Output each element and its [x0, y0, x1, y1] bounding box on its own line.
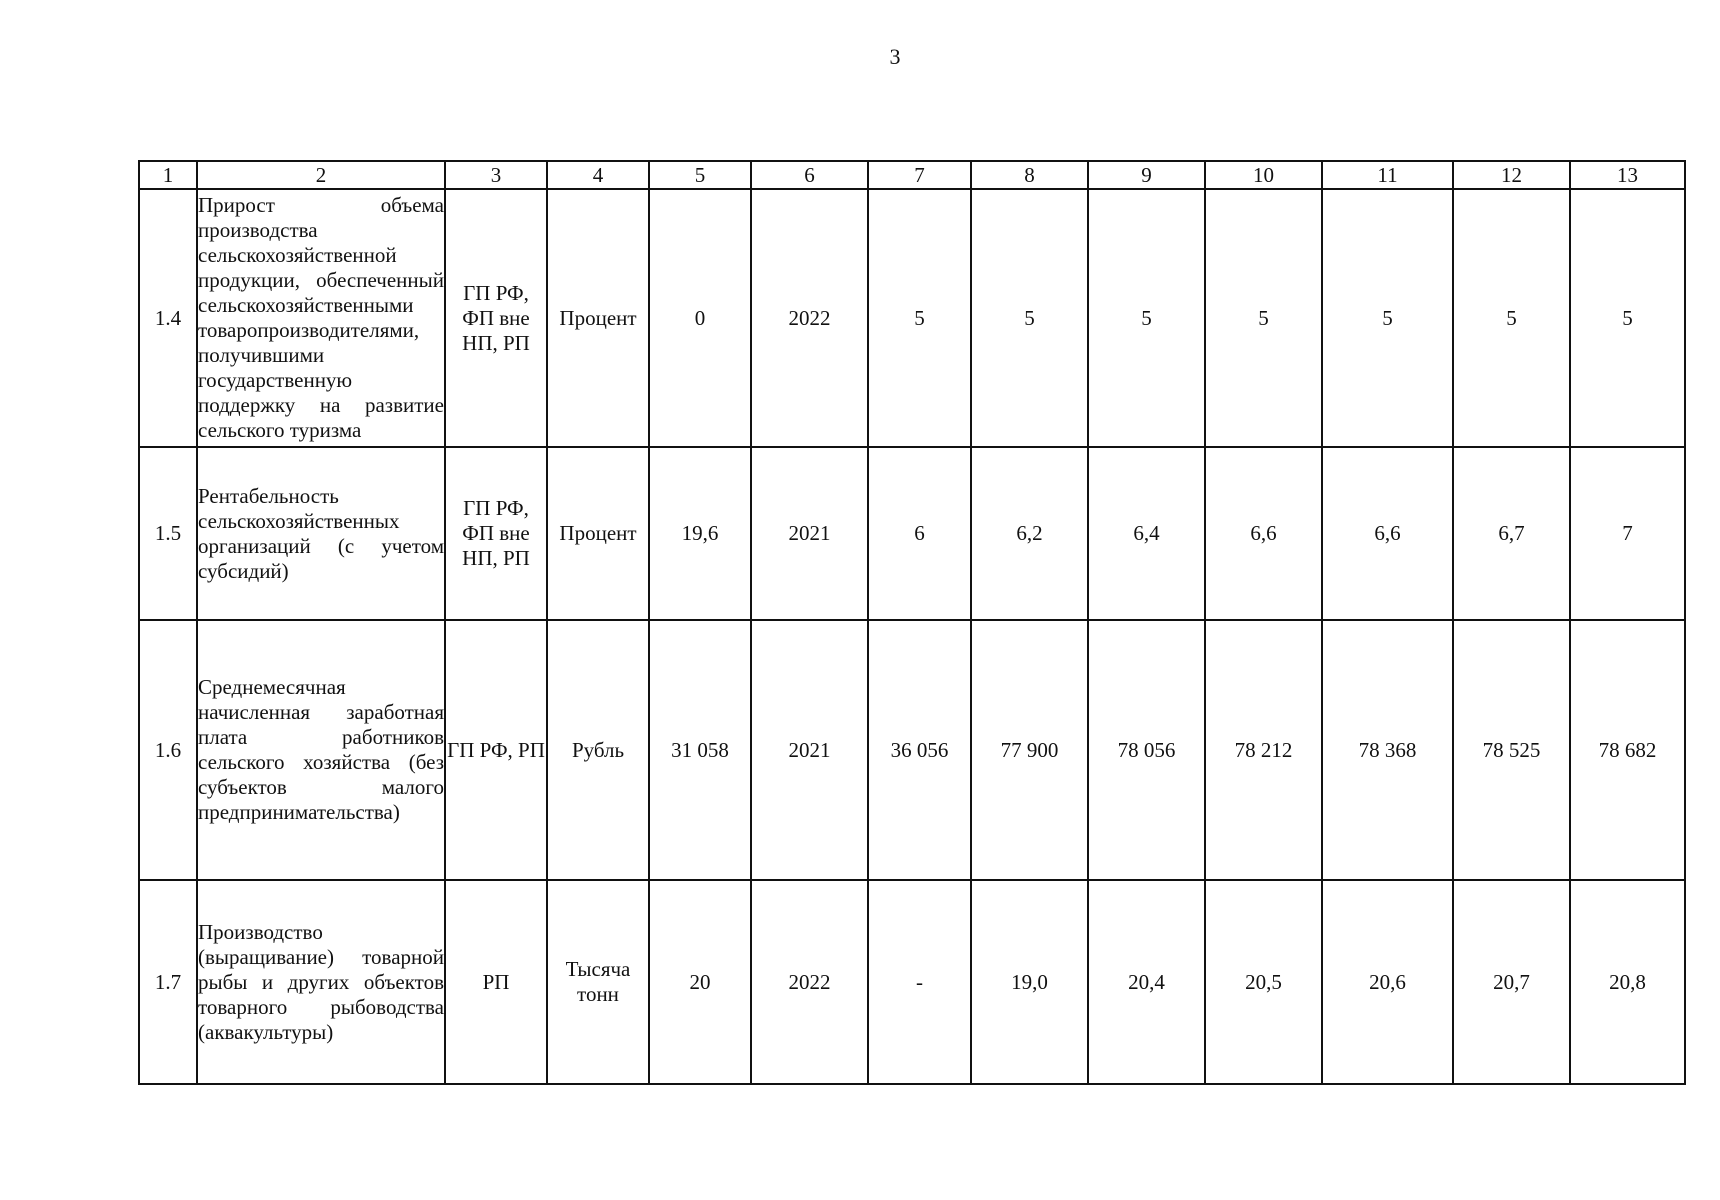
column-number: 13 — [1570, 161, 1685, 189]
year-value: 78 368 — [1322, 620, 1453, 880]
year-value: 20,6 — [1322, 880, 1453, 1084]
year-value: 5 — [1322, 189, 1453, 447]
indicator-source: РП — [445, 880, 547, 1084]
indicator-unit: Рубль — [547, 620, 649, 880]
base-value: 31 058 — [649, 620, 751, 880]
year-value: 6,7 — [1453, 447, 1570, 620]
year-value: 6,2 — [971, 447, 1088, 620]
column-number: 3 — [445, 161, 547, 189]
column-number: 2 — [197, 161, 445, 189]
column-number: 11 — [1322, 161, 1453, 189]
indicators-table — [138, 160, 1686, 1085]
year-value: 7 — [1570, 447, 1685, 620]
year-value: 6,6 — [1322, 447, 1453, 620]
year-value: 78 525 — [1453, 620, 1570, 880]
year-value: 5 — [1453, 189, 1570, 447]
column-number: 12 — [1453, 161, 1570, 189]
year-value: 5 — [868, 189, 971, 447]
year-value: - — [868, 880, 971, 1084]
column-number: 5 — [649, 161, 751, 189]
base-value: 19,6 — [649, 447, 751, 620]
column-number: 9 — [1088, 161, 1205, 189]
base-year: 2021 — [751, 620, 868, 880]
indicator-name-text: Среднемесячная начисленная заработная плата работников сельского хозяйства (без субъектов малого предпринимательства) — [198, 675, 444, 824]
column-number: 10 — [1205, 161, 1322, 189]
table-row — [139, 880, 1685, 1084]
year-value: 36 056 — [868, 620, 971, 880]
indicator-unit: Тысяча тонн — [547, 880, 649, 1084]
column-number: 8 — [971, 161, 1088, 189]
column-number: 7 — [868, 161, 971, 189]
indicator-name-text: Производство (выращивание) товарной рыбы и других объектов товарного рыбоводства (аквакультуры) — [198, 919, 444, 1044]
column-number: 1 — [139, 161, 197, 189]
year-value: 78 682 — [1570, 620, 1685, 880]
year-value: 77 900 — [971, 620, 1088, 880]
year-value: 6 — [868, 447, 971, 620]
row-number: 1.5 — [139, 447, 197, 620]
year-value: 78 212 — [1205, 620, 1322, 880]
base-year: 2022 — [751, 189, 868, 447]
year-value: 5 — [1088, 189, 1205, 447]
year-value: 5 — [971, 189, 1088, 447]
table-row — [139, 189, 1685, 447]
column-number: 6 — [751, 161, 868, 189]
indicator-unit: Процент — [547, 189, 649, 447]
table-row — [139, 620, 1685, 880]
indicator-source: ГП РФ, ФП вне НП, РП — [445, 189, 547, 447]
base-year: 2021 — [751, 447, 868, 620]
indicator-unit: Процент — [547, 447, 649, 620]
year-value: 19,0 — [971, 880, 1088, 1084]
indicator-name-text: Прирост объема производства сельскохозяйственной продукции, обеспеченный сельскохозяйственными товаропроизводителями, получившими государственную поддержку на развитие сельского туризма — [198, 193, 444, 442]
year-value: 20,4 — [1088, 880, 1205, 1084]
indicator-name — [197, 447, 445, 620]
year-value: 78 056 — [1088, 620, 1205, 880]
column-number: 4 — [547, 161, 649, 189]
year-value: 6,6 — [1205, 447, 1322, 620]
table-row — [139, 447, 1685, 620]
indicator-name — [197, 880, 445, 1084]
year-value: 20,5 — [1205, 880, 1322, 1084]
year-value: 20,8 — [1570, 880, 1685, 1084]
page-number: 3 — [889, 44, 901, 69]
base-value: 20 — [649, 880, 751, 1084]
indicator-source: ГП РФ, РП — [445, 620, 547, 880]
indicator-name — [197, 620, 445, 880]
row-number: 1.7 — [139, 880, 197, 1084]
year-value: 6,4 — [1088, 447, 1205, 620]
base-value: 0 — [649, 189, 751, 447]
indicator-source: ГП РФ, ФП вне НП, РП — [445, 447, 547, 620]
row-number: 1.6 — [139, 620, 197, 880]
year-value: 5 — [1570, 189, 1685, 447]
row-number: 1.4 — [139, 189, 197, 447]
year-value: 5 — [1205, 189, 1322, 447]
base-year: 2022 — [751, 880, 868, 1084]
column-number-row — [139, 161, 1685, 189]
indicator-name — [197, 189, 445, 447]
year-value: 20,7 — [1453, 880, 1570, 1084]
indicator-name-text: Рентабельность сельскохозяйственных организаций (с учетом субсидий) — [198, 483, 444, 583]
